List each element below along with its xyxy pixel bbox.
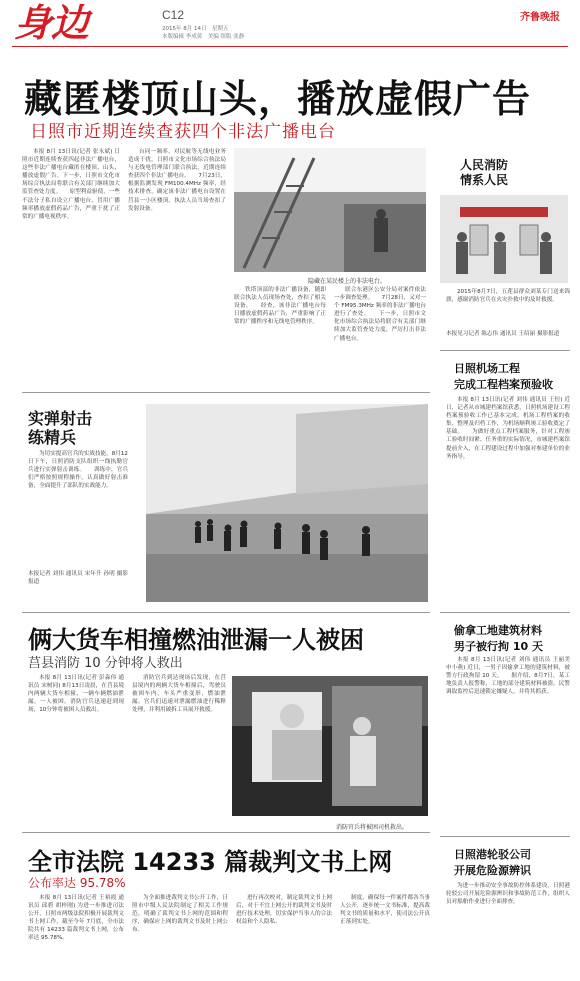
drill-byline: 本报记者 刘伟 通讯员 宋年升 孙明 摄影报道 bbox=[28, 571, 128, 586]
side1-title-line2: 情系人民 bbox=[460, 173, 509, 187]
section-divider-2 bbox=[22, 612, 430, 613]
newspaper-brand: 齐鲁晚报 bbox=[520, 12, 560, 23]
drill-title-line1: 实弹射击 bbox=[28, 409, 93, 428]
lead-photo-caption: 隐藏在某民楼上的非法电台。 bbox=[308, 278, 387, 285]
lead-column-3: 铁塔顶部的非法广播设备，随即联合执法人员现场查处，查扣了相关设备。 经查，该非法广播电台每日播放虚假药品广告，严重影响了正常的广播秩序和无线电管理秩序。 bbox=[234, 287, 326, 326]
shooting-range-scene-icon bbox=[146, 404, 428, 602]
banner-presentation-photo bbox=[440, 195, 568, 283]
side3-title-line1: 偷拿工地建筑材料 bbox=[454, 624, 542, 637]
illegal-station-photo bbox=[234, 148, 426, 272]
lead-column-1: 本报 8月 13日讯(记者 张永斌) 日照市近期连续查获四起非法广播电台，这些非法广播电台藏匿在楼顶、山头，播放虚假广告。下一步，日照市文化市场综合执法局将联合有关部门继续加大监管查处力度。 原型利益驱使，一些不法分子私自设立广播电台，冒用广播频率播放虚假药品广告，严重干扰了正常的广播电视秩序。 bbox=[22, 149, 120, 220]
lead-column-4: 联合东港区公安分局对案件依法一步调查处理。 7月28日，又对一个 FM95.3MHz 频率的非法广播电台进行了查处。 下一步，日照市文化市场综合执法局将联合有关部门继续加大监管查处力度，严厉打击非法广播电台。 bbox=[334, 287, 426, 342]
court-column-1: 本报 8月 13日讯(记者 王裕霞 通讯员 邱碧 胡梓刚) 为进一步推进司法公开，日照市两级法院积极开展裁判文书上网工作，截至今年 7月底，全市法院共有 14233 篇裁判文书上网，公布率达 95.78%。 bbox=[28, 895, 124, 942]
accident-headline: 俩大货车相撞燃油泄漏一人被困 bbox=[28, 626, 364, 654]
side4-title-line2: 开展危险源辨识 bbox=[454, 864, 531, 877]
accident-column-1: 本报 8月 13日讯(记者 彭淼伟 通讯员 宋树同) 8月13日凌晨，在莒县境内两辆大货车相撞，一辆车辆燃油泄漏，一人被困。消防官兵迅速赶到现场，10分钟将被困人员救出。 bbox=[28, 675, 124, 714]
side2-title-line2: 完成工程档案预验收 bbox=[454, 378, 553, 391]
accident-photo-caption: 消防官兵将被困司机救出。 bbox=[336, 824, 409, 831]
section-divider-1 bbox=[22, 392, 430, 393]
lead-subheadline: 日照市近期连续查获四个非法广播电台 bbox=[30, 122, 336, 142]
side1-byline: 本报见习记者 陈志伟 通讯员 王绍丽 摄影报道 bbox=[446, 331, 560, 337]
lead-headline: 藏匿楼顶山头，播放虚假广告 bbox=[24, 77, 532, 121]
court-headline: 全市法院 14233 篇裁判文书上网 bbox=[28, 848, 393, 876]
side-divider-2 bbox=[440, 612, 570, 613]
drill-title-line2: 练精兵 bbox=[28, 428, 77, 447]
side-divider-1 bbox=[440, 350, 570, 351]
lead-column-2: 台同一频率，对民航等无线电业务造成干扰。日照市文化市场综合执法局与无线电管理部门联合执法，近期连续查获四个非法广播电台。 7月23日，根据监测发现 FM100.4MHz 频率，经技术排查，确定该非法广播电台设置在莒县一小区楼顶，执法人员当场查扣了发射设备。 bbox=[128, 149, 226, 212]
shooting-drill-photo bbox=[146, 404, 428, 602]
side4-body: 为进一步推动安全事故防控体系建设，日照港轮驳公司开展危险源辨识和事故防范工作，组织人员对船舶作业进行全面排查。 bbox=[446, 883, 570, 906]
court-column-2: 为全面推进裁判文书公开工作，日照市中级人民法院制定了相关工作规范，明确了裁判文书上网的范围和程序，确保应上网的裁判文书及时上网公布。 bbox=[132, 895, 228, 934]
truck-rescue-scene-icon bbox=[232, 676, 428, 816]
side3-title-line2: 男子被行拘 10 天 bbox=[454, 640, 543, 653]
court-column-4: 制度，确保每一件案件都各当事人公开，逐步统一文书标准，提高裁判文书的质量和水平，使司法公开真正落到实处。 bbox=[340, 895, 430, 926]
rescue-photo bbox=[232, 676, 428, 816]
side1-body: 2015年8月7日，五莲县群众刘某专门送来锦旗，感谢消防官兵在火灾扑救中的及时救援。 bbox=[446, 289, 570, 304]
page-number: C12 bbox=[162, 8, 185, 22]
side-divider-3 bbox=[440, 836, 570, 837]
section-logo: 身边 bbox=[14, 1, 89, 45]
side3-body: 本报 8月 13日讯(记者 刘伟 通讯员 王丽美 申小燕) 近日，一男子因偷拿工地的建筑材料，被警方行政拘留 10 天。 据介绍，8月7日，某工地负责人报警称，工地的部分建筑材料被盗。民警调取监控后迅速锁定嫌疑人，并将其抓获。 bbox=[446, 657, 570, 696]
court-subheadline: 公布率达 95.78% bbox=[28, 876, 126, 890]
side4-title-line1: 日照港轮驳公司 bbox=[454, 848, 531, 861]
people-with-banner-icon bbox=[440, 195, 568, 283]
side2-body: 本报 8月 13日讯(记者 刘伟 通讯员 王恒) 近日，记者从市城建档案馆获悉，日照机场建设工程档案预验收工作已基本完成。机场工程档案的收集、整理及归档工作，为机场顺利竣工验收奠定了基础。 为做好重点工程档案服务，针对工程竣工验收时间紧、任务重的实际情况，市城建档案馆提前介入，在工程建设过程中加强对参建单位的业务指导。 bbox=[446, 397, 570, 460]
masthead bbox=[0, 0, 580, 52]
editor-credits: 本版编辑 李成黄 美编 组版 张静 bbox=[162, 34, 245, 40]
side1-title-line1: 人民消防 bbox=[460, 158, 509, 172]
accident-column-2: 消防官兵到达现场后发现，在莒县境内的两辆大货车相撞后，驾驶员被困车内，车头严重变形，燃油泄漏。官兵们迅速对泄漏燃油进行稀释处理，并利用破拆工具展开救援。 bbox=[132, 675, 226, 714]
accident-subheadline: 莒县消防 10 分钟将人救出 bbox=[28, 656, 183, 671]
drill-body: 为切实提高官兵的实战技能，8月12日下午，日照消防支队组织一线执勤官兵进行实弹射击训练。 训练中，官兵们严格按照规程操作，认真做好射击准备，全面提升了部队的实战能力。 bbox=[28, 451, 128, 490]
masthead-rule bbox=[12, 46, 568, 47]
side2-title-line1: 日照机场工程 bbox=[454, 362, 520, 375]
rooftop-scene-icon bbox=[234, 148, 426, 272]
section-divider-3 bbox=[22, 832, 430, 833]
court-column-3: 进行再次校对，制定裁判文书上网后，对于不宜上网公开的裁判文书及时进行技术处理，切实保护当事人的合法权益和个人隐私。 bbox=[236, 895, 332, 926]
issue-date: 2015年 8月 14日 星期五 bbox=[162, 26, 229, 32]
